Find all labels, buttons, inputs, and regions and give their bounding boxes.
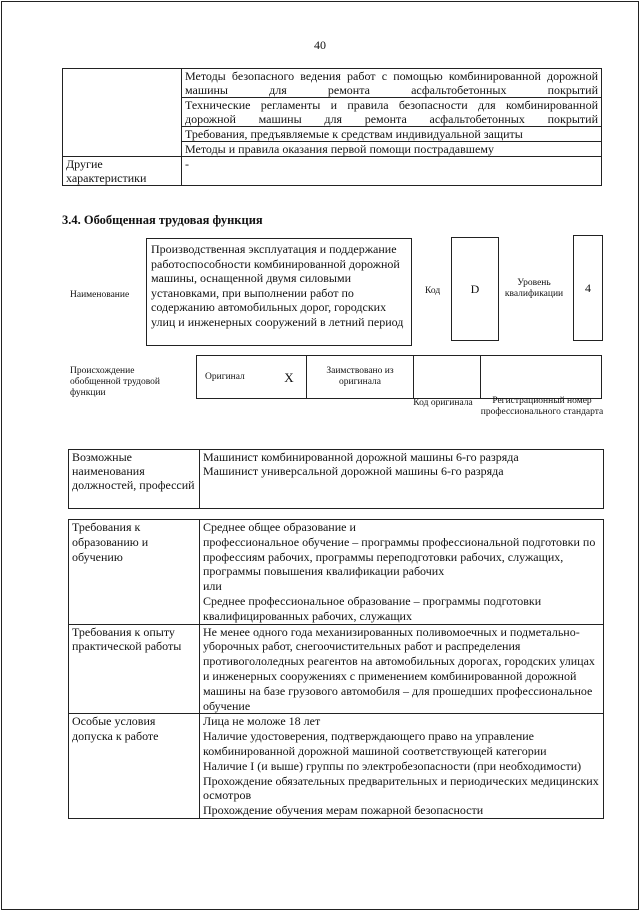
special-conditions-values: [200, 714, 604, 819]
requirement-line: Прохождение обязательных предварительных и периодических медицинских осмотров: [203, 773, 599, 803]
origin-table: [196, 355, 602, 399]
knowledge-row: Методы и правила оказания первой помощи пострадавшему: [182, 142, 602, 157]
knowledge-row: Технические регламенты и правила безопасности для комбинированной дорожной машины для ремонта асфальтобетонных покрытий: [182, 98, 602, 127]
level-label: Уровень квалификации: [504, 278, 564, 299]
positions-values: [200, 450, 604, 509]
requirement-line: Среднее общее образование и: [203, 520, 356, 534]
knowledge-row: Методы безопасного ведения работ с помощью комбинированной дорожной машины для ремонта асфальтобетонных покрытий: [182, 69, 602, 98]
requirement-line: Прохождение обучения мерам пожарной безопасности: [203, 803, 484, 818]
positions-table: [68, 449, 604, 509]
requirement-line: Наличие удостоверения, подтверждающего право на управление комбинированной дорожной машиной соответствующей категории: [203, 729, 547, 758]
requirement-line: или: [203, 579, 222, 594]
positions-label: Возможные наименования должностей, профессий: [69, 450, 200, 509]
code-value: D: [451, 237, 499, 341]
original-label: Оригинал: [197, 356, 273, 399]
original-code-cell: [414, 356, 481, 399]
original-mark: X: [272, 356, 307, 399]
special-conditions-label: Особые условия допуска к работе: [69, 714, 200, 819]
origin-label: Происхождение обобщенной трудовой функции: [70, 366, 160, 398]
requirement-line: Лица не моложе 18 лет: [203, 714, 321, 729]
registration-number-cell: [481, 356, 602, 399]
position-name: Машинист комбинированной дорожной машины 6-го разряда: [203, 450, 519, 464]
code-caption: Код оригинала: [413, 398, 473, 408]
experience-label: Требования к опыту практической работы: [69, 624, 200, 714]
requirement-line: Не менее одного года механизированных поливомоечных и подметально-уборочных работ, снегоочистительных работ и распределения противогололедных реагентов на автомобильных дорогах, городских улицах и инженерных сооружениях с применением комбинированной дорожной машины на базе грузового автомобиля – для прошедших профессиональное обучение: [203, 624, 595, 713]
knowledge-row: Требования, предъявляемые к средствам индивидуальной защиты: [182, 127, 602, 142]
knowledge-table: [62, 68, 602, 186]
requirement-line: Среднее профессиональное образование – программы подготовки квалифицированных рабочих, служащих: [203, 593, 542, 623]
code-label: Код: [425, 286, 441, 296]
registration-caption: Регистрационный номер профессионального стандарта: [480, 396, 604, 417]
experience-values: [200, 624, 604, 714]
name-label: Наименование: [70, 290, 130, 300]
empty-label-cell: [63, 69, 182, 157]
page-number: 40: [314, 38, 326, 52]
level-value: 4: [573, 235, 603, 341]
function-name: Производственная эксплуатация и поддержание работоспособности комбинированной дорожной машины, оснащенной двумя силовыми установками, при выполнении работ по содержанию автомобильных дорог, городских улиц и инженерных сооружений в летний период: [146, 238, 412, 346]
borrowed-label: Заимствовано из оригинала: [307, 356, 414, 399]
position-name: Машинист универсальной дорожной машины 6-го разряда: [203, 464, 504, 478]
other-characteristics-value: -: [182, 157, 602, 186]
section-heading: 3.4. Обобщенная трудовая функция: [62, 213, 263, 227]
requirement-line: Наличие I (и выше) группы по электробезопасности (при необходимости): [203, 758, 582, 773]
other-characteristics-label: Другие характеристики: [63, 157, 182, 186]
education-label: Требования к образованию и обучению: [69, 520, 200, 625]
education-values: [200, 520, 604, 625]
requirement-line: профессиональное обучение – программы профессиональной подготовки по профессиям рабочих, программы переподготовки рабочих, служащих, программы повышения квалификации рабочих: [203, 534, 596, 579]
requirements-table: [68, 519, 604, 819]
